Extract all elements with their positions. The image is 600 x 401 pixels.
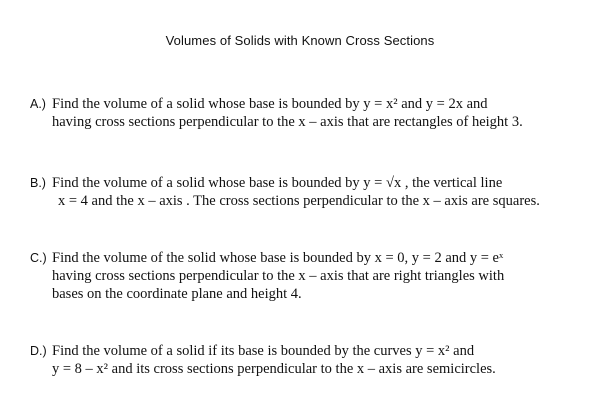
problem-c-text-2: having cross sections perpendicular to the x – axis that are right triangles with [52,268,505,284]
problem-d-text-2: y = 8 – x² and its cross sections perpendicular to the x – axis are semicircles. [52,361,496,377]
problem-b-line-1 [30,174,590,192]
problem-a-line-1 [30,95,590,113]
problem-c-line-1 [30,249,590,267]
problem-c [30,249,590,303]
problem-b [30,174,590,210]
problem-c-text-1: Find the volume of the solid whose base is bounded by x = 0, y = 2 and y = eˣ [52,250,504,266]
problem-c-label: C.) [30,251,47,265]
problem-d-label: D.) [30,344,47,358]
problem-b-text-2: x = 4 and the x – axis . The cross sections perpendicular to the x – axis are squares. [58,193,540,209]
problem-d [30,342,590,378]
page-title: Volumes of Solids with Known Cross Sections [165,33,435,48]
problem-a [30,95,590,131]
problem-b-label: B.) [30,176,46,190]
problem-a-text-1: Find the volume of a solid whose base is bounded by y = x² and y = 2x and [52,96,488,112]
problem-a-text-2: having cross sections perpendicular to the x – axis that are rectangles of height 3. [52,114,523,130]
problem-d-text-1: Find the volume of a solid if its base is bounded by the curves y = x² and [52,343,475,359]
problem-d-line-1 [30,342,590,360]
problem-b-text-1: Find the volume of a solid whose base is bounded by y = √x , the vertical line [52,175,503,191]
problem-a-label: A.) [30,97,46,111]
problem-c-text-3: bases on the coordinate plane and height 4. [52,286,302,302]
